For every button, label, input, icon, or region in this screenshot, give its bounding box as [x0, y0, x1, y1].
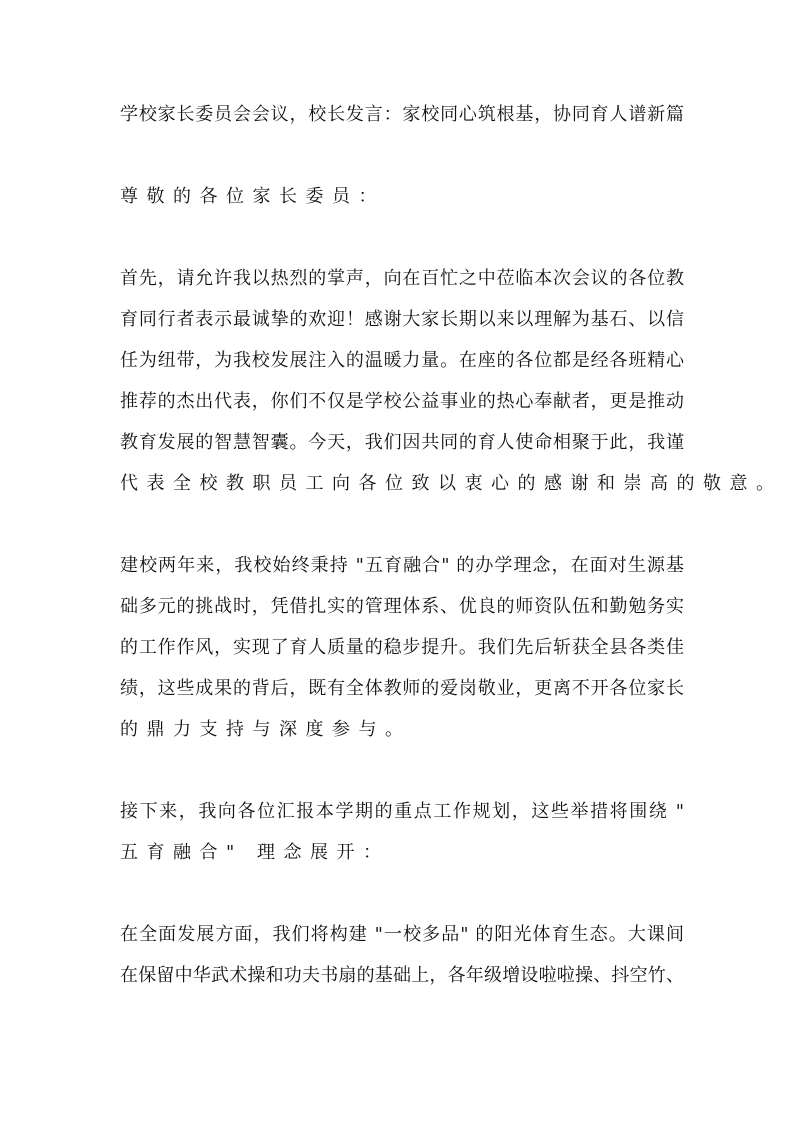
paragraph-line: 在全面发展方面，我们将构建 "一校多品" 的阳光体育生态。大课间 — [120, 924, 684, 945]
paragraph-4 — [120, 914, 684, 996]
paragraph-1 — [120, 258, 783, 504]
salutation: 尊敬的各位家长委员： — [120, 186, 385, 207]
paragraph-line: 五育融合" 理念展开： — [120, 842, 390, 863]
spacer — [120, 873, 684, 914]
spacer — [120, 504, 684, 545]
spacer — [120, 217, 684, 258]
paragraph-line: 接下来，我向各位汇报本学期的重点工作规划，这些举措将围绕 " — [120, 801, 684, 822]
document-page — [120, 94, 783, 996]
paragraph-line: 绩，这些成果的背后，既有全体教师的爱岗敬业，更离不开各位家长 — [120, 678, 684, 699]
paragraph-line: 任为纽带，为我校发展注入的温暖力量。在座的各位都是经各班精心 — [120, 350, 684, 371]
paragraph-line: 代表全校教职员工向各位致以衷心的感谢和崇高的敬意。 — [120, 473, 783, 494]
paragraph-line: 的鼎力支持与深度参与。 — [120, 719, 412, 740]
paragraph-line: 建校两年来，我校始终秉持 "五育融合" 的办学理念，在面对生源基 — [120, 555, 684, 576]
spacer — [120, 750, 684, 791]
spacer — [120, 135, 684, 176]
paragraph-2 — [120, 545, 684, 750]
paragraph-3 — [120, 791, 684, 873]
paragraph-line: 教育发展的智慧智囊。今天，我们因共同的育人使命相聚于此，我谨 — [120, 432, 684, 453]
paragraph-line: 础多元的挑战时，凭借扎实的管理体系、优良的师资队伍和勤勉务实 — [120, 596, 684, 617]
paragraph-line: 的工作作风，实现了育人质量的稳步提升。我们先后斩获全县各类佳 — [120, 637, 684, 658]
paragraph-line: 首先，请允许我以热烈的掌声，向在百忙之中莅临本次会议的各位教 — [120, 268, 684, 289]
paragraph-line: 推荐的杰出代表，你们不仅是学校公益事业的热心奉献者，更是推动 — [120, 391, 684, 412]
document-title: 学校家长委员会会议，校长发言：家校同心筑根基，协同育人谱新篇 — [120, 104, 684, 125]
paragraph-line: 育同行者表示最诚挚的欢迎！感谢大家长期以来以理解为基石、以信 — [120, 309, 684, 330]
paragraph-line: 在保留中华武术操和功夫书扇的基础上，各年级增设啦啦操、抖空竹、 — [120, 965, 684, 986]
